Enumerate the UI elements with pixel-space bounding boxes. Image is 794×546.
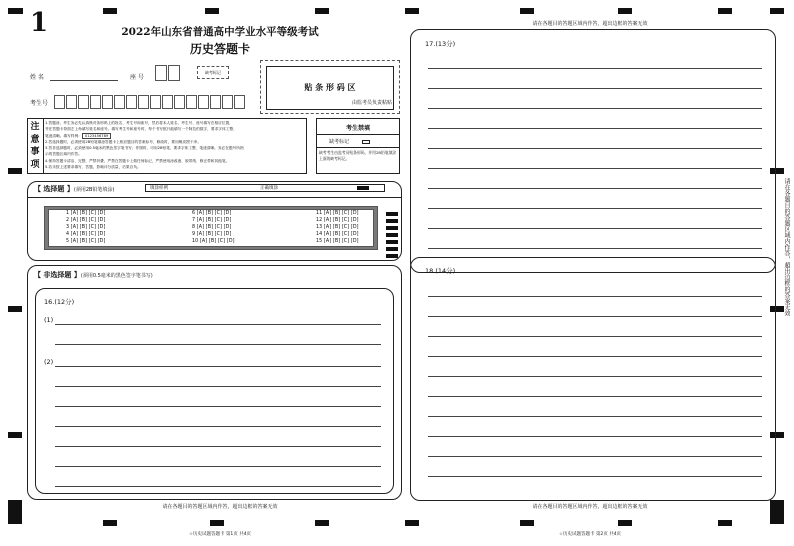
footer-left: ☆历史试题答题卡 第1页 共4页 (188, 532, 252, 537)
q18-answer-line[interactable] (428, 456, 762, 457)
q-row-3[interactable]: 3 [A] [B] [C] [D] (66, 225, 106, 230)
name-label: 姓 名 (30, 74, 44, 81)
fill-sample-label: 填涂样例 (150, 186, 168, 191)
q-row-12[interactable]: 12 [A] [B] [C] [D] (316, 218, 359, 223)
seat-field[interactable] (155, 62, 181, 81)
q-row-8[interactable]: 8 [A] [B] [C] [D] (192, 225, 232, 230)
choice-top-rule (27, 197, 402, 198)
timing-mark (103, 520, 117, 526)
q-row-7[interactable]: 7 [A] [B] [C] [D] (192, 218, 232, 223)
notes-text: 1.答题前，考生务必先认真核对条形码上的姓名、考生号和座号，然后将本人姓名、考生号、座号填写在相应位置， 并在答题卡背面左上角填写姓名和座号。填写考生号和座号时，每个书写框只能填写一个阿拉伯数字，要求字体工整、 笔迹清晰。填写样例： 0123456789 2.答选择题时，必须使用2B铅笔填涂答题卡上相应题目的答案标号，修改时，要用橡皮擦干净。 3.答非选择题时，必须使用0.5毫米的黑色签字笔书写；作图时，可用2B铅笔，要求字体工整、笔迹清晰。务必在题号所指 示的答题区域内作答。 4.保持答题卡清洁、完整，严禁折叠，严禁在答题卡上做任何标记，严禁使用涂改液、胶带纸、修正带和其他笔。 5.若未按上述要求填写、答题，影响评分质量，后果自负。 (45, 121, 244, 170)
timing-bar (386, 240, 398, 244)
absent-mark-box[interactable] (197, 66, 229, 79)
q16-answer-line[interactable] (55, 426, 381, 427)
exam-title: 2022年山东省普通高中学业水平等级考试 (121, 26, 319, 38)
proctor-divider-2 (316, 147, 400, 148)
q18-answer-line[interactable] (428, 296, 762, 297)
q16-part2-label: (2) (44, 358, 54, 366)
timing-mark (8, 8, 23, 14)
timing-mark (718, 520, 732, 526)
barcode-title: 贴 条 形 码 区 (304, 83, 356, 92)
q16-answer-line[interactable] (55, 366, 381, 367)
q17-answer-line[interactable] (428, 128, 762, 129)
q17-answer-line[interactable] (428, 168, 762, 169)
q16-answer-line[interactable] (55, 386, 381, 387)
timing-mark (520, 520, 534, 526)
notes-title: 注 意 事 项 (30, 122, 40, 170)
q18-answer-line[interactable] (428, 476, 762, 477)
q17-answer-line[interactable] (428, 68, 762, 69)
q18-answer-line[interactable] (428, 336, 762, 337)
barcode-note: 由监考员负责粘贴 (351, 100, 392, 106)
timing-mark (8, 500, 22, 524)
timing-bar (386, 212, 398, 216)
q16-answer-line[interactable] (55, 466, 381, 467)
timing-mark (315, 8, 329, 14)
q-row-14[interactable]: 14 [A] [B] [C] [D] (316, 232, 359, 237)
q-row-1[interactable]: 1 [A] [B] [C] [D] (66, 211, 106, 216)
q16-label: 16.(12分) (44, 298, 75, 306)
timing-mark (315, 520, 329, 526)
timing-mark (8, 306, 22, 312)
q17-answer-line[interactable] (428, 248, 762, 249)
q17-answer-line[interactable] (428, 208, 762, 209)
timing-mark (405, 8, 419, 14)
timing-mark (618, 520, 632, 526)
timing-mark (205, 8, 219, 14)
q16-part1-label: (1) (44, 316, 54, 324)
proctor-title: 考生禁填 (345, 125, 370, 132)
q-row-5[interactable]: 5 [A] [B] [C] [D] (66, 239, 106, 244)
timing-bar (386, 219, 398, 223)
boundary-notice-top: 请在各题目的答题区域内作答，超出边框的答案无效 (532, 21, 648, 27)
q17-answer-line[interactable] (428, 88, 762, 89)
q18-answer-line[interactable] (428, 416, 762, 417)
name-field[interactable] (50, 80, 118, 81)
q-row-9[interactable]: 9 [A] [B] [C] [D] (192, 232, 232, 237)
timing-mark (103, 8, 117, 14)
proctor-absent-box[interactable] (362, 140, 370, 144)
q-row-4[interactable]: 4 [A] [B] [C] [D] (66, 232, 106, 237)
timing-mark (770, 8, 784, 14)
timing-bar (386, 233, 398, 237)
q-row-6[interactable]: 6 [A] [B] [C] [D] (192, 211, 232, 216)
timing-mark (8, 432, 22, 438)
q17-label: 17.(13分) (425, 40, 456, 48)
q17-answer-line[interactable] (428, 188, 762, 189)
card-title: 历史答题卡 (189, 42, 250, 56)
nonchoice-title: 【 非选择题 】(须用0.5毫米的黑色签字笔书写) (34, 271, 153, 279)
proctor-absent-label: 缺考标记 (329, 139, 350, 145)
page-number-mark: 1 (30, 8, 49, 38)
sample-digits-box: 0123456789 (82, 133, 111, 139)
timing-mark (520, 8, 534, 14)
timing-mark (8, 168, 22, 174)
absent-mark-label: 缺考标记 (205, 70, 221, 75)
q17-answer-line[interactable] (428, 228, 762, 229)
timing-bar (386, 247, 398, 251)
q18-label: 18.(14分) (425, 267, 456, 275)
timing-mark (770, 500, 784, 524)
q-row-11[interactable]: 11 [A] [B] [C] [D] (316, 211, 359, 216)
exam-no-field[interactable] (54, 91, 246, 110)
side-notice: 请在各题目的答题区域内作答，超出边框的答案无效 (783, 178, 790, 316)
timing-mark (618, 8, 632, 14)
q17-answer-line[interactable] (428, 108, 762, 109)
correct-fill-label: 正确填涂 (260, 186, 278, 191)
q-row-15[interactable]: 15 [A] [B] [C] [D] (316, 239, 359, 244)
q16-answer-line[interactable] (55, 446, 381, 447)
boundary-notice-left: 请在各题目的答题区域内作答，超出边框的答案无效 (162, 504, 278, 510)
choice-title: 【 选择题 】(须用2B铅笔填涂) (34, 185, 115, 193)
footer-right: ☆历史试题答题卡 第2页 共4页 (558, 532, 622, 537)
q16-answer-line[interactable] (55, 486, 381, 487)
q17-box (410, 29, 776, 273)
proctor-note: 缺考考生由监考员贴条形码，并用2B铅笔填涂上面的缺考标记。 (319, 150, 397, 161)
notes-divider (43, 118, 44, 174)
q18-answer-line[interactable] (428, 436, 762, 437)
timing-mark (718, 8, 732, 14)
q18-answer-line[interactable] (428, 316, 762, 317)
boundary-notice-right: 请在各题目的答题区域内作答，超出边框的答案无效 (532, 504, 648, 510)
q18-answer-line[interactable] (428, 376, 762, 377)
q16-answer-line[interactable] (55, 406, 381, 407)
q18-box (410, 257, 776, 501)
timing-mark (210, 520, 224, 526)
q18-answer-line[interactable] (428, 356, 762, 357)
exam-no-label: 考生号 (30, 100, 49, 107)
q-row-10[interactable]: 10 [A] [B] [C] [D] (192, 239, 235, 244)
q-row-2[interactable]: 2 [A] [B] [C] [D] (66, 218, 106, 223)
q-row-13[interactable]: 13 [A] [B] [C] [D] (316, 225, 359, 230)
seat-label: 座 号 (130, 74, 144, 81)
proctor-divider (316, 134, 400, 135)
timing-mark (405, 520, 419, 526)
q16-answer-line[interactable] (55, 344, 381, 345)
q17-answer-line[interactable] (428, 148, 762, 149)
correct-fill-sample (357, 186, 369, 190)
timing-bar (386, 254, 398, 258)
q16-box (35, 288, 394, 494)
q16-answer-line[interactable] (55, 324, 381, 325)
q18-answer-line[interactable] (428, 396, 762, 397)
timing-bar (386, 226, 398, 230)
